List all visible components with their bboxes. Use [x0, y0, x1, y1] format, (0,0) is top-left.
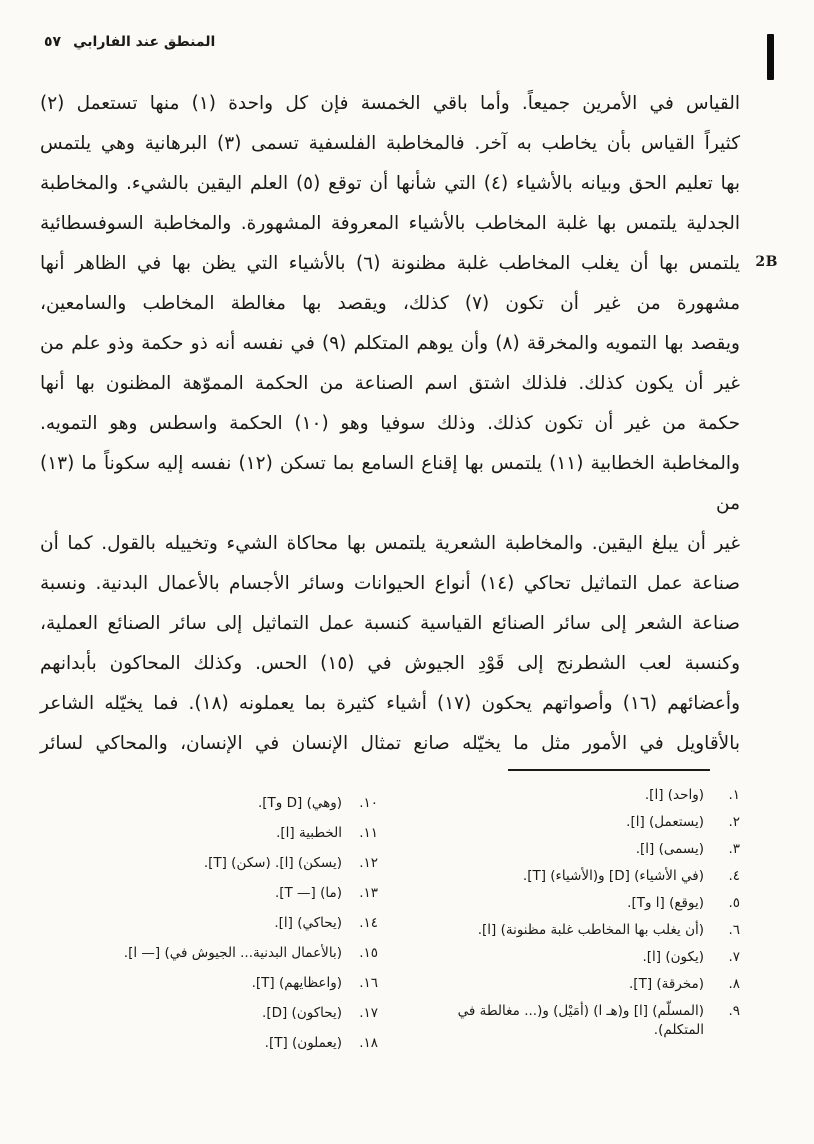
footnotes: [46, 786, 740, 1064]
footnote-text: (يكون) [ا].: [642, 949, 704, 965]
footnote-item: [46, 794, 378, 813]
text-line: وكنسبة لعب الشطرنج إلى قَوْدِ الجيوش في (١٥) الحس. وكذلك المحاكون بأبدانهم: [40, 653, 740, 674]
page-header: [44, 34, 215, 50]
footnote-column-left: [46, 786, 378, 1064]
footnote-number: ١١.: [359, 825, 378, 841]
footnote-number: ٥.: [728, 895, 740, 911]
footnote-item: [46, 944, 378, 963]
footnote-text: (يحاكي) [ا].: [274, 915, 342, 931]
footnote-text: (المسلّم) [ا] و(هـ ا) (أمَيْل) و(... مغالطة في المتكلم).: [457, 1003, 704, 1038]
footnote-number: ١٣.: [359, 885, 378, 901]
footnote-text: (واحد) [ا].: [644, 787, 704, 803]
text-line: وأعضائهم (١٦) وأصواتهم يحكون (١٧) أشياء كثيرة بما يعملونه (١٨). فما يخيّله الشاعر: [40, 693, 741, 714]
footnote-number: ١٧.: [359, 1005, 378, 1021]
text-line: الجدلية يلتمس بها غلبة المخاطب بالأشياء المعروفة المشهورة. والمخاطبة السوفسطائية: [40, 213, 740, 234]
footnote-number: ١٤.: [359, 915, 378, 931]
footnote-item: [46, 914, 378, 933]
text-line: صناعة عمل التماثيل تحاكي (١٤) أنواع الحيوانات وسائر الأجسام بالأعمال البدنية. ونسبة: [40, 573, 740, 594]
footnote-item: [452, 948, 740, 967]
text-line: بالأقاويل في الأمور مثل ما يخيّله صانع تمثال الإنسان في الإنسان، والمحاكي لسائر: [40, 733, 740, 754]
footnote-item: [46, 974, 378, 993]
footnote-number: ٤.: [728, 868, 740, 884]
main-text: [40, 84, 740, 764]
text-line: يلتمس بها أن يغلب المخاطب غلبة مظنونة (٦) بالأشياء التي يظن بها في الظاهر أنها: [40, 253, 740, 274]
text-line: كثيراً القياس بأن يخاطب به آخر. فالمخاطبة الفلسفية تسمى (٣) البرهانية وهي يلتمس: [40, 133, 740, 154]
binding-mark: [767, 34, 774, 80]
footnote-number: ٢.: [728, 814, 740, 830]
footnote-text: (يسمى) [ا].: [635, 841, 704, 857]
footnote-number: ١.: [728, 787, 740, 803]
text-line: القياس في الأمرين جميعاً. وأما باقي الخمسة فإن كل واحدة (١) منها تستعمل (٢): [40, 93, 740, 114]
footnote-text: الخطبية [ا].: [276, 825, 342, 841]
footnote-item: [46, 1034, 378, 1053]
footnote-text: (وهي) [D وT].: [257, 795, 342, 811]
text-line: حكمة من غير أن تكون كذلك. وذلك سوفيا وهو (١٠) الحكمة واسطس وهو التمويه.: [40, 413, 741, 434]
footnote-item: [452, 894, 740, 913]
text-line: غير أن يكون كذلك. فلذلك اشتق اسم الصناعة من الحكمة المموّهة المظنون بها أنها: [40, 373, 740, 394]
footnote-item: [452, 840, 740, 859]
text-line: بها تعليم الحق وبيانه بالأشياء (٤) التي شأنها أن توقع (٥) العلم اليقين بالشيء. والمخاطبة: [40, 173, 740, 194]
footnote-item: [452, 975, 740, 994]
footnote-number: ٣.: [728, 841, 740, 857]
footnote-text: (يسكن) [ا]. (سكن) [T].: [203, 855, 342, 871]
footnote-number: ٩.: [728, 1003, 740, 1019]
footnote-number: ١٨.: [359, 1035, 378, 1051]
text-line: مشهورة من غير أن تكون (٧) كذلك، ويقصد بها مغالطة المخاطب والسامعين،: [40, 293, 740, 314]
footnote-separator: [508, 769, 710, 771]
text-line: غير أن يبلغ اليقين. والمخاطبة الشعرية يلتمس بها محاكاة الشيء وتخييله بالقول. كما أن: [40, 533, 740, 554]
footnote-text: (ما) [— T].: [274, 885, 342, 901]
footnote-number: ١٢.: [359, 855, 378, 871]
footnote-text: (بالأعمال البدنية... الجيوش في) [— ا].: [123, 945, 342, 961]
footnote-text: (يوقع) [ا وT].: [627, 895, 704, 911]
footnote-text: (يعملون) [T].: [264, 1035, 342, 1051]
text-line: والمخاطبة الخطابية (١١) يلتمس بها إقناع السامع بما تسكن (١٢) نفسه إليه سكوناً ما (١٣) من: [40, 453, 740, 514]
footnote-number: ٧.: [728, 949, 740, 965]
footnote-column-right: [452, 786, 740, 1064]
footnote-number: ١٥.: [359, 945, 378, 961]
footnote-text: (يحاكون) [D].: [262, 1005, 342, 1021]
text-line: صناعة الشعر إلى سائر الصنائع القياسية كنسبة عمل التماثيل إلى سائر الصنائع العملية،: [40, 613, 740, 634]
footnote-item: [452, 867, 740, 886]
footnote-text: (واعظايهم) [T].: [251, 975, 342, 991]
margin-marker: 2B: [755, 254, 778, 270]
footnote-number: ١٠.: [359, 795, 378, 811]
page-number: ٥٧: [44, 34, 62, 50]
running-title: المنطق عند الفارابي: [73, 34, 216, 50]
footnote-item: [452, 1002, 740, 1040]
footnote-item: [46, 884, 378, 903]
text-line: ويقصد بها التمويه والمخرقة (٨) وأن يوهم المتكلم (٩) في نفسه أنه ذو حكمة وذو علم من: [40, 333, 740, 354]
footnote-item: [46, 854, 378, 873]
footnote-item: [46, 824, 378, 843]
footnote-text: (أن يغلب بها المخاطب غلبة مظنونة) [ا].: [477, 922, 704, 938]
footnote-item: [46, 1004, 378, 1023]
footnote-item: [452, 813, 740, 832]
footnote-text: (في الأشياء) [D] و(الأشياء) [T].: [522, 868, 704, 884]
footnote-number: ٨.: [728, 976, 740, 992]
footnote-text: (مخرقة) [T].: [629, 976, 704, 992]
footnote-item: [452, 921, 740, 940]
footnote-item: [452, 786, 740, 805]
footnote-number: ٦.: [728, 922, 740, 938]
footnote-text: (يستعمل) [ا].: [626, 814, 704, 830]
footnote-number: ١٦.: [359, 975, 378, 991]
